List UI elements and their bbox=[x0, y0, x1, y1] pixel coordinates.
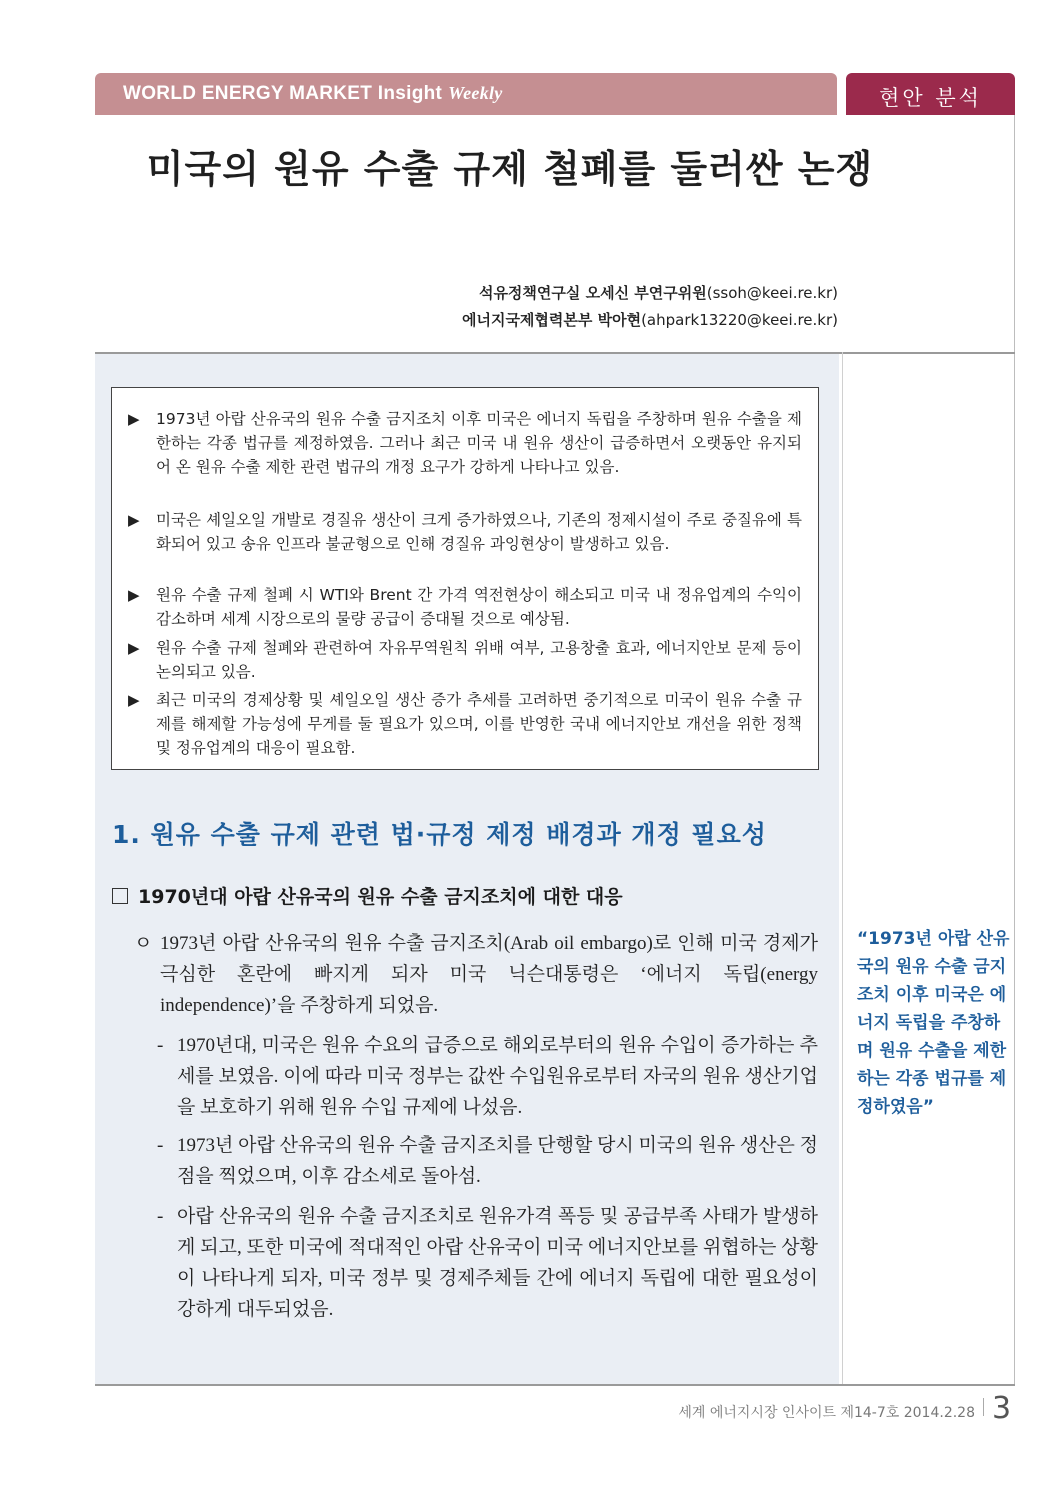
author-1-email: (ssoh@keei.re.kr) bbox=[706, 284, 838, 302]
right-border bbox=[1014, 115, 1015, 1386]
triangle-bullet-icon: ▶ bbox=[128, 639, 140, 657]
triangle-bullet-icon: ▶ bbox=[128, 511, 140, 529]
dash-bullet: - bbox=[157, 1035, 164, 1056]
section-tag-label: 현안 분석 bbox=[879, 86, 982, 110]
author-2-email: (ahpark13220@keei.re.kr) bbox=[641, 311, 838, 329]
checkbox-square-icon bbox=[112, 888, 128, 904]
subsection-heading bbox=[112, 882, 623, 909]
divider-bottom bbox=[95, 1384, 1015, 1386]
section-tag bbox=[846, 73, 1015, 115]
subsection-heading-text: 1970년대 아랍 산유국의 원유 수출 금지조치에 대한 대응 bbox=[138, 886, 623, 908]
brand-text bbox=[123, 83, 503, 105]
dash-bullet: - bbox=[157, 1206, 164, 1227]
summary-text: 원유 수출 규제 철폐와 관련하여 자유무역원칙 위배 여부, 고용창출 효과, 에너지안보 문제 등이 논의되고 있음. bbox=[156, 639, 802, 681]
pull-quote: “1973년 아랍 산유국의 원유 수출 금지조치 이후 미국은 에너지 독립을 주창하며 원유 수출을 제한하는 각종 법규를 제정하였음” bbox=[857, 929, 1010, 1117]
triangle-bullet-icon: ▶ bbox=[128, 410, 140, 428]
dash-bullet: - bbox=[157, 1135, 164, 1156]
author-2-name: 에너지국제협력본부 박아현 bbox=[461, 311, 642, 329]
section-heading: 1. 원유 수출 규제 관련 법·규정 제정 배경과 개정 필요성 bbox=[112, 820, 767, 849]
circle-bullet-icon: ㅇ bbox=[134, 933, 153, 954]
dash-item: 아랍 산유국의 원유 수출 금지조치로 원유가격 폭등 및 공급부족 사태가 발생하게 되고, 또한 미국에 적대적인 아랍 산유국이 미국 에너지안보를 위협하는 상황이 나타나게 되자, 미국 정부 및 경제주체들 간에 에너지 독립에 대한 필요성이 강하게 대두되었음. bbox=[177, 1206, 818, 1320]
column-divider bbox=[842, 352, 843, 1386]
triangle-bullet-icon: ▶ bbox=[128, 586, 140, 604]
summary-text: 미국은 셰일오일 개발로 경질유 생산이 크게 증가하였으나, 기존의 정제시설이 주로 중질유에 특화되어 있고 송유 인프라 불균형으로 인해 경질유 과잉현상이 발생하고 있음. bbox=[156, 511, 802, 553]
summary-text: 1973년 아랍 산유국의 원유 수출 금지조치 이후 미국은 에너지 독립을 주창하며 원유 수출을 제한하는 각종 법규를 제정하였음. 그러나 최근 미국 내 원유 생산이 급증하면서 오랫동안 유지되어 온 원유 수출 제한 관련 법규의 개정 요구가 강하게 나타나고 있음. bbox=[156, 410, 802, 476]
summary-text: 최근 미국의 경제상황 및 셰일오일 생산 증가 추세를 고려하면 중기적으로 미국이 원유 수출 규제를 해제할 가능성에 무게를 둘 필요가 있으며, 이를 반영한 국내 에너지안보 개선을 위한 정책 및 정유업계의 대응이 필요함. bbox=[156, 691, 802, 757]
header-brand-bar bbox=[95, 73, 837, 115]
body-paragraph: 1973년 아랍 산유국의 원유 수출 금지조치(Arab oil embargo)로 인해 미국 경제가 극심한 혼란에 빠지게 되자 미국 닉슨대통령은 ‘에너지 독립(energy independence)’을 주창하게 되었음. bbox=[160, 933, 818, 1016]
triangle-bullet-icon: ▶ bbox=[128, 691, 140, 709]
author-1-name: 석유정책연구실 오세신 부연구위원 bbox=[478, 284, 707, 302]
summary-box bbox=[111, 387, 819, 770]
page-number: 3 bbox=[992, 1391, 1012, 1426]
footer-separator bbox=[983, 1398, 984, 1416]
footer-publication: 세계 에너지시장 인사이트 제14-7호 2014.2.28 bbox=[678, 1405, 975, 1421]
brand-weekly: Weekly bbox=[448, 83, 503, 103]
brand-name: WORLD ENERGY MARKET Insight bbox=[123, 83, 443, 104]
author-line-2 bbox=[380, 309, 838, 330]
dash-item: 1973년 아랍 산유국의 원유 수출 금지조치를 단행할 당시 미국의 원유 생산은 정점을 찍었으며, 이후 감소세로 돌아섬. bbox=[177, 1135, 818, 1187]
summary-text: 원유 수출 규제 철폐 시 WTI와 Brent 간 가격 역전현상이 해소되고 미국 내 정유업계의 수익이 감소하며 세계 시장으로의 물량 공급이 증대될 것으로 예상됨. bbox=[156, 586, 802, 628]
author-line-1 bbox=[380, 282, 838, 303]
page-title: 미국의 원유 수출 규제 철폐를 둘러싼 논쟁 bbox=[146, 147, 874, 191]
dash-item: 1970년대, 미국은 원유 수요의 급증으로 해외로부터의 원유 수입이 증가하는 추세를 보였음. 이에 따라 미국 정부는 값싼 수입원유로부터 자국의 원유 생산기업을 보호하기 위해 원유 수입 규제에 나섰음. bbox=[177, 1035, 818, 1118]
